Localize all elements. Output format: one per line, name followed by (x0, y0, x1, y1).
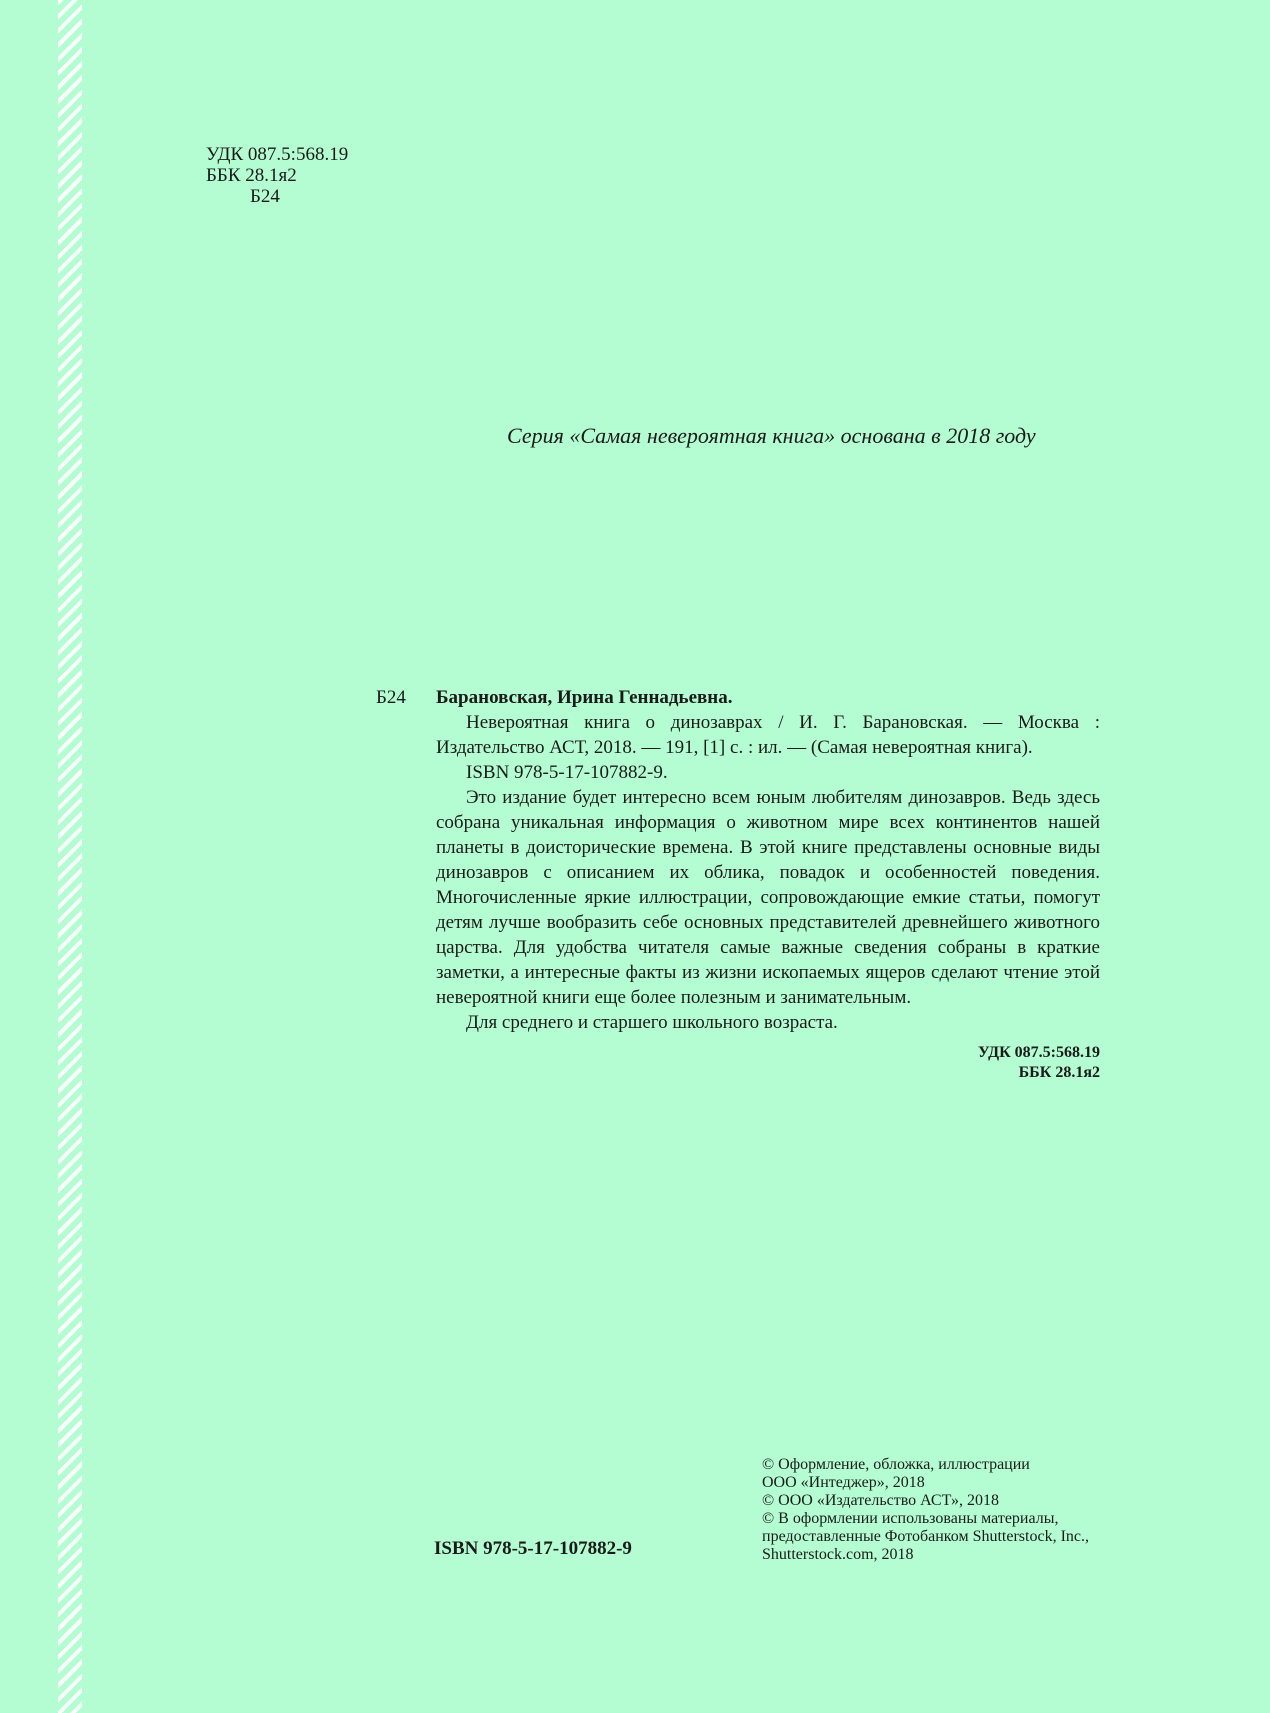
copyright-line: © Оформление, обложка, иллюстрации (762, 1456, 1030, 1473)
copyright-line: ООО «Интеджер», 2018 (762, 1474, 925, 1491)
card-bbk: ББК 28.1я2 (1018, 1064, 1100, 1081)
copyright-line: Shutterstock.com, 2018 (762, 1546, 914, 1563)
card-annotation: Это издание будет интересно всем юным любителям динозавров. Ведь здесь собрана уникальная информация о животном мире всех континентов нашей планеты в доисторические времена. В этой книге представлены основные виды динозавров с описанием их облика, повадок и особенностей поведения. Многочисленные яркие иллюстрации, сопровождающие емкие статьи, помогут детям лучше вообразить себе основных представителей древнейшего животного царства. Для удобства читателя самые важные сведения собраны в краткие заметки, а интересные факты из жизни ископаемых ящеров сделают чтение этой невероятной книги еще более полезным и занимательным. (436, 787, 1100, 1008)
bbk-code: ББК 28.1я2 (206, 165, 297, 186)
card-codes (436, 1043, 1100, 1083)
card-title-line: Невероятная книга о динозаврах / И. Г. Барановская. — Москва : Издательство АСТ, 2018. — 191, [1] с. : ил. — (Самая невероятная книга). (436, 712, 1100, 758)
copyright-line: © В оформлении использованы материалы, (762, 1510, 1059, 1527)
author-mark: Б24 (250, 186, 280, 207)
copyright-block (762, 1456, 1089, 1564)
card-age: Для среднего и старшего школьного возраста. (466, 1012, 838, 1033)
card-index: Б24 (376, 687, 406, 708)
classification-codes (206, 144, 348, 207)
card-udk: УДК 087.5:568.19 (977, 1044, 1100, 1061)
udk-code: УДК 087.5:568.19 (206, 144, 349, 165)
decorative-stripe (58, 0, 82, 1713)
card-isbn: ISBN 978-5-17-107882-9. (466, 762, 668, 783)
series-note: Серия «Самая невероятная книга» основана в 2018 году (507, 423, 1036, 448)
copyright-line: © ООО «Издательство АСТ», 2018 (762, 1492, 999, 1509)
isbn-number: ISBN 978-5-17-107882-9 (434, 1538, 632, 1559)
copyright-line: предоставленные Фотобанком Shutterstock, Inc., (762, 1528, 1090, 1545)
card-author: Барановская, Ирина Геннадьевна. (436, 687, 733, 708)
card-body (436, 685, 1100, 1083)
